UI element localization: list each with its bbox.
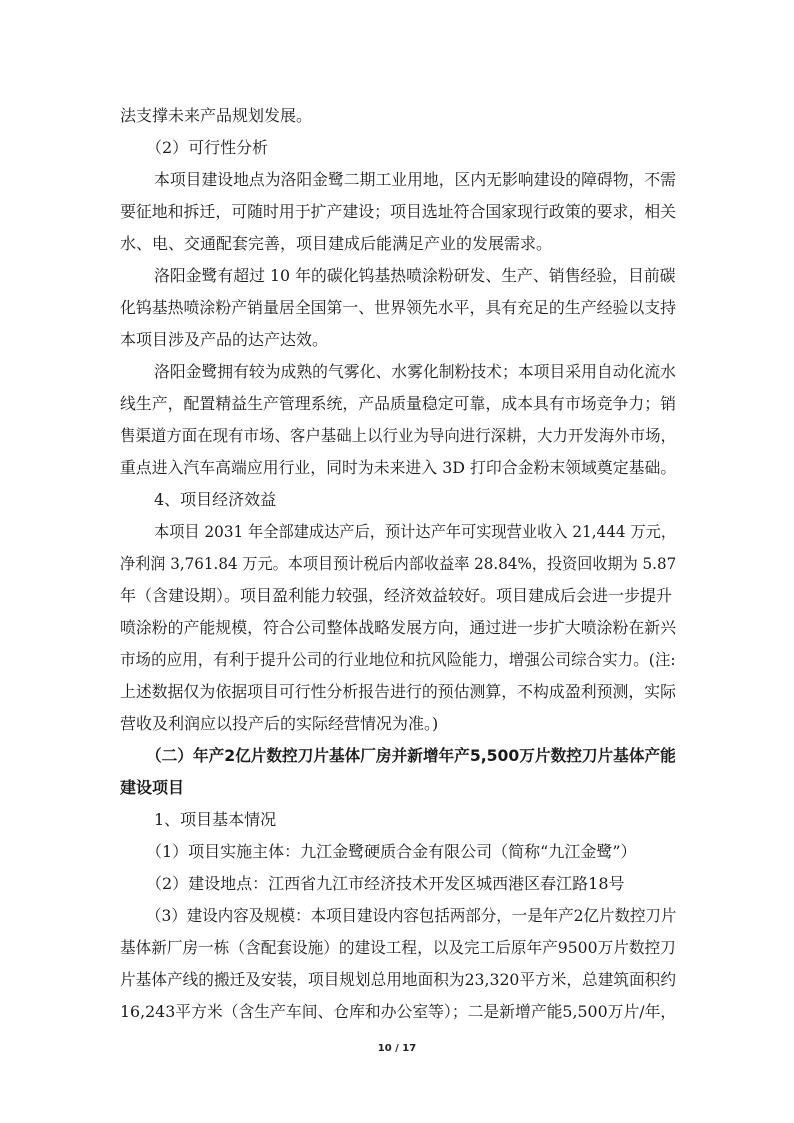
project-heading-cont: 建设项目 — [120, 778, 185, 797]
text-line: （2）建设地点：江西省九江市经济技术开发区城西港区春江路18号 — [146, 874, 625, 893]
section-heading: （2）可行性分析 — [146, 138, 269, 157]
text-line: 法支撑未来产品规划发展。 — [120, 106, 313, 125]
text-line: 洛阳金鹭有超过 10 年的碳化钨基热喷涂粉研发、生产、销售经验，目前碳 — [154, 266, 676, 285]
text-line: 本项目涉及产品的达产达效。 — [120, 330, 329, 349]
text-line: 基体新厂房一栋（含配套设施）的建设工程，以及完工后原年产9500万片数控刀 — [120, 938, 676, 957]
text-line: 本项目 2031 年全部建成达产后，预计达产年可实现营业收入 21,444 万元， — [154, 522, 677, 541]
text-line: 喷涂粉的产能规模，符合公司整体战略发展方向，通过进一步扩大喷涂粉在新兴 — [120, 618, 677, 637]
text-line: 净利润 3,761.84 万元。本项目预计税后内部收益率 28.84%，投资回收期为 5.87 — [120, 554, 677, 573]
text-line: 上述数据仅为依据项目可行性分析报告进行的预估测算，不构成盈利预测，实际 — [120, 682, 677, 701]
text-line: 要征地和拆迁，可随时用于扩产建设；项目选址符合国家现行政策的要求，相关 — [120, 202, 677, 221]
text-line: 化钨基热喷涂粉产销量居全国第一、世界领先水平，具有充足的生产经验以支持 — [120, 298, 677, 317]
text-line: （1）项目实施主体：九江金鹭硬质合金有限公司（简称“九江金鹭”） — [146, 842, 637, 861]
section-heading: 1、项目基本情况 — [154, 810, 277, 829]
text-line: 重点进入汽车高端应用行业，同时为未来进入 3D 打印合金粉末领域奠定基础。 — [120, 458, 677, 477]
text-line: 售渠道方面在现有市场、客户基础上以行业为导向进行深耕，大力开发海外市场， — [120, 426, 677, 445]
project-heading: （二）年产2亿片数控刀片基体厂房并新增年产5,500万片数控刀片基体产能 — [146, 746, 676, 765]
text-line: 片基体产线的搬迁及安装，项目规划总用地面积为23,320平方米，总建筑面积约 — [120, 970, 677, 989]
page-number: 10 / 17 — [377, 1043, 417, 1054]
text-line: 线生产，配置精益生产管理系统，产品质量稳定可靠，成本具有市场竞争力；销 — [120, 394, 677, 413]
section-heading: 4、项目经济效益 — [154, 490, 277, 509]
text-line: 年（含建设期）。项目盈利能力较强，经济效益较好。项目建成后会进一步提升 — [120, 586, 673, 605]
text-line: 洛阳金鹭拥有较为成熟的气雾化、水雾化制粉技术；本项目采用自动化流水 — [154, 362, 676, 381]
text-line: 市场的应用，有利于提升公司的行业地位和抗风险能力，增强公司综合实力。(注: — [120, 650, 676, 669]
text-line: （3）建设内容及规模：本项目建设内容包括两部分，一是年产2亿片数控刀片 — [146, 906, 677, 925]
text-line: 本项目建设地点为洛阳金鹭二期工业用地，区内无影响建设的障碍物，不需 — [154, 170, 676, 189]
text-line: 水、电、交通配套完善，项目建成后能满足产业的发展需求。 — [120, 234, 553, 253]
text-line: 16,243平方米（含生产车间、仓库和办公室等）；二是新增产能5,500万片/年， — [120, 1002, 677, 1021]
text-line: 营收及利润应以投产后的实际经营情况为准。) — [120, 714, 439, 733]
